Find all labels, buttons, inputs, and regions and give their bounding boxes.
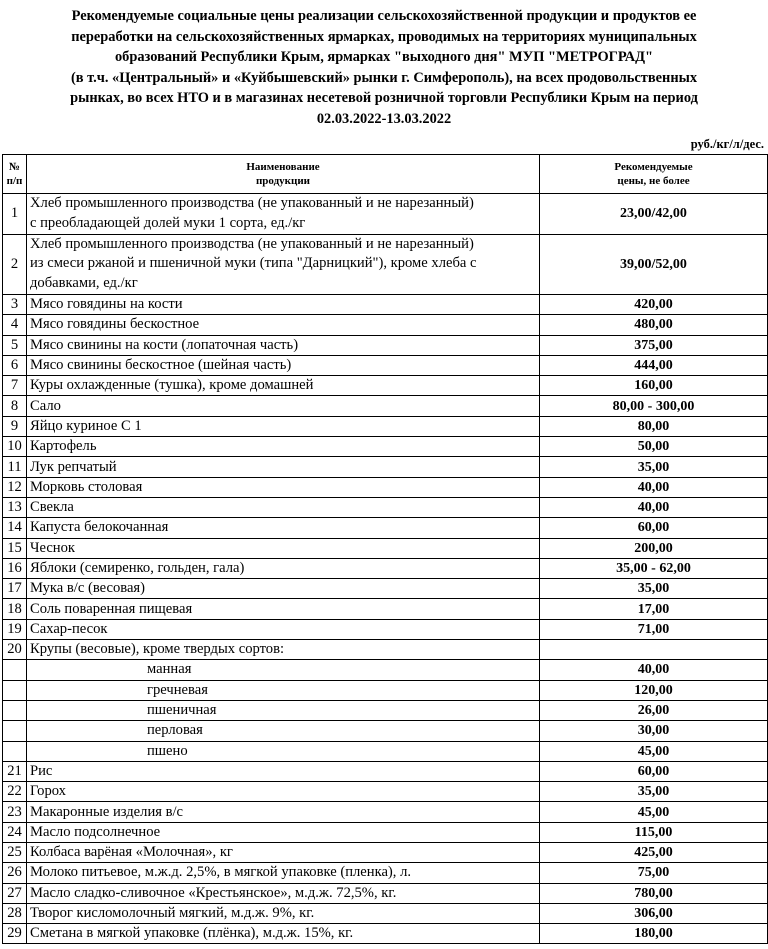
row-number	[3, 741, 27, 761]
product-name	[27, 660, 540, 680]
recommended-price: 35,00	[540, 782, 768, 802]
row-number	[3, 680, 27, 700]
product-name	[27, 416, 540, 436]
recommended-price: 71,00	[540, 619, 768, 639]
table-row	[3, 843, 768, 863]
product-name	[27, 355, 540, 375]
recommended-price: 160,00	[540, 376, 768, 396]
title-line: Рекомендуемые социальные цены реализации сельскохозяйственной продукции и продуктов ее	[71, 8, 697, 24]
table-row	[3, 194, 768, 235]
row-number: 22	[3, 782, 27, 802]
title-line: образований Республики Крым, ярмарках "выходного дня" МУП "МЕТРОГРАД"	[114, 49, 654, 65]
product-name	[27, 640, 540, 660]
product-name	[27, 335, 540, 355]
row-number: 26	[3, 863, 27, 883]
price-table	[2, 154, 768, 944]
product-name-line: Лук репчатый	[30, 458, 117, 475]
row-number: 7	[3, 376, 27, 396]
table-row	[3, 518, 768, 538]
product-name	[27, 599, 540, 619]
product-name-line: Соль поваренная пищевая	[30, 600, 193, 617]
row-number: 21	[3, 761, 27, 781]
table-row	[3, 741, 768, 761]
table-row	[3, 883, 768, 903]
product-name-line: Сало	[30, 397, 61, 414]
table-row	[3, 234, 768, 294]
product-name-line: Хлеб промышленного производства (не упакованный и не нарезанный)	[30, 195, 474, 211]
product-name	[27, 863, 540, 883]
recommended-price: 23,00/42,00	[540, 194, 768, 235]
row-number: 12	[3, 477, 27, 497]
units-note: руб./кг/л/дес.	[690, 137, 764, 151]
table-row	[3, 782, 768, 802]
recommended-price: 35,00	[540, 579, 768, 599]
product-name-line: манная	[147, 661, 192, 678]
product-name	[27, 782, 540, 802]
recommended-price: 115,00	[540, 822, 768, 842]
table-row	[3, 355, 768, 375]
product-name-line: Чеснок	[30, 539, 75, 556]
table-row	[3, 640, 768, 660]
recommended-price: 200,00	[540, 538, 768, 558]
row-number: 13	[3, 497, 27, 517]
title-line: переработки на сельскохозяйственных ярмарках, проводимых на территориях муниципальных	[71, 28, 697, 45]
header-price: Рекомендуемые цены, не более	[540, 155, 768, 194]
product-name-line: Хлеб промышленного производства (не упакованный и не нарезанный)	[30, 235, 474, 252]
product-name-line: Масло подсолнечное	[30, 823, 161, 840]
product-name	[27, 843, 540, 863]
product-name-line: Молоко питьевое, м.ж.д. 2,5%, в мягкой упаковке (пленка), л.	[30, 864, 412, 881]
header-product-name: Наименование продукции	[27, 155, 540, 194]
product-name-line: Горох	[30, 783, 66, 800]
product-name-line: Творог кисломолочный мягкий, м.д.ж. 9%, кг.	[30, 905, 315, 922]
recommended-price: 40,00	[540, 660, 768, 680]
row-number: 15	[3, 538, 27, 558]
row-number	[3, 660, 27, 680]
product-name-line: перловая	[147, 722, 203, 739]
product-name	[27, 518, 540, 538]
product-name	[27, 700, 540, 720]
recommended-price: 17,00	[540, 599, 768, 619]
table-row	[3, 437, 768, 457]
product-name-line: Картофель	[30, 438, 97, 455]
table-row	[3, 376, 768, 396]
product-name	[27, 883, 540, 903]
recommended-price: 60,00	[540, 761, 768, 781]
recommended-price: 30,00	[540, 721, 768, 741]
row-number: 19	[3, 619, 27, 639]
recommended-price: 120,00	[540, 680, 768, 700]
product-name	[27, 579, 540, 599]
table-body	[3, 194, 768, 944]
product-name-line: Мясо свинины на кости (лопаточная часть)	[30, 336, 299, 353]
recommended-price: 45,00	[540, 802, 768, 822]
product-name-line: Яблоки (семиренко, гольден, гала)	[30, 559, 245, 576]
product-name-line: пшено	[147, 742, 188, 759]
title-line: 02.03.2022-13.03.2022	[316, 110, 452, 127]
table-row	[3, 416, 768, 436]
table-row	[3, 315, 768, 335]
product-name	[27, 802, 540, 822]
row-number: 24	[3, 822, 27, 842]
product-name	[27, 497, 540, 517]
row-number: 11	[3, 457, 27, 477]
product-name-line: Куры охлажденные (тушка), кроме домашней	[30, 377, 314, 394]
recommended-price: 50,00	[540, 437, 768, 457]
title-line: (в т.ч. «Центральный» и «Куйбышевский» рынки г. Симферополь), на всех продовольственных	[70, 69, 698, 86]
recommended-price: 420,00	[540, 294, 768, 314]
table-row	[3, 477, 768, 497]
table-row	[3, 579, 768, 599]
product-name-line: Сахар-песок	[30, 620, 108, 637]
recommended-price: 35,00 - 62,00	[540, 558, 768, 578]
product-name-line: пшеничная	[147, 702, 217, 719]
product-name	[27, 376, 540, 396]
row-number: 25	[3, 843, 27, 863]
recommended-price: 40,00	[540, 497, 768, 517]
product-name	[27, 194, 540, 235]
product-name-line: Мясо говядины бескостное	[30, 316, 200, 333]
table-row	[3, 457, 768, 477]
product-name-line: Капуста белокочанная	[30, 519, 169, 536]
product-name	[27, 477, 540, 497]
product-name	[27, 538, 540, 558]
table-row	[3, 558, 768, 578]
recommended-price: 425,00	[540, 843, 768, 863]
table-row	[3, 822, 768, 842]
recommended-price: 80,00 - 300,00	[540, 396, 768, 416]
row-number: 2	[3, 234, 27, 294]
product-name	[27, 680, 540, 700]
product-name	[27, 396, 540, 416]
recommended-price: 26,00	[540, 700, 768, 720]
row-number: 1	[3, 194, 27, 235]
product-name	[27, 294, 540, 314]
product-name-line: Мука в/с (весовая)	[30, 580, 146, 597]
row-number: 4	[3, 315, 27, 335]
recommended-price: 75,00	[540, 863, 768, 883]
product-name-line: Мясо свинины бескостное (шейная часть)	[30, 357, 292, 374]
table-row	[3, 680, 768, 700]
row-number: 28	[3, 903, 27, 923]
table-row	[3, 660, 768, 680]
table-row	[3, 700, 768, 720]
product-name	[27, 457, 540, 477]
document-title	[0, 6, 768, 129]
product-name	[27, 619, 540, 639]
recommended-price: 306,00	[540, 903, 768, 923]
product-name	[27, 761, 540, 781]
product-name-line: с преобладающей долей муки 1 сорта, ед./кг	[30, 214, 306, 231]
row-number: 8	[3, 396, 27, 416]
recommended-price: 444,00	[540, 355, 768, 375]
recommended-price: 375,00	[540, 335, 768, 355]
row-number: 6	[3, 355, 27, 375]
product-name	[27, 903, 540, 923]
row-number	[3, 700, 27, 720]
row-number: 3	[3, 294, 27, 314]
product-name	[27, 721, 540, 741]
product-name-line: Морковь столовая	[30, 478, 143, 495]
recommended-price: 39,00/52,00	[540, 234, 768, 294]
product-name-line: Масло сладко-сливочное «Крестьянское», м.д.ж. 72,5%, кг.	[30, 884, 397, 901]
row-number: 27	[3, 883, 27, 903]
product-name-line: Мясо говядины на кости	[30, 296, 183, 313]
recommended-price: 60,00	[540, 518, 768, 538]
product-name-line: гречневая	[147, 681, 208, 698]
table-row	[3, 863, 768, 883]
product-name-line: Крупы (весовые), кроме твердых сортов:	[30, 641, 285, 658]
row-number: 23	[3, 802, 27, 822]
product-name	[27, 822, 540, 842]
table-header	[3, 155, 768, 194]
row-number: 16	[3, 558, 27, 578]
recommended-price: 45,00	[540, 741, 768, 761]
row-number: 18	[3, 599, 27, 619]
product-name-line: Свекла	[30, 499, 74, 516]
recommended-price: 40,00	[540, 477, 768, 497]
product-name-line: Макаронные изделия в/с	[30, 803, 184, 820]
row-number: 5	[3, 335, 27, 355]
row-number: 17	[3, 579, 27, 599]
product-name-line: Сметана в мягкой упаковке (плёнка), м.д.ж. 15%, кг.	[30, 925, 354, 942]
table-row	[3, 497, 768, 517]
recommended-price: 480,00	[540, 315, 768, 335]
table-row	[3, 903, 768, 923]
table-row	[3, 538, 768, 558]
table-row	[3, 619, 768, 639]
title-line: рынках, во всех НТО и в магазинах несетевой розничной торговли Республики Крым на период	[70, 90, 698, 106]
table-row	[3, 761, 768, 781]
table-row	[3, 599, 768, 619]
product-name-line: добавками, ед./кг	[30, 275, 138, 292]
table-row	[3, 294, 768, 314]
recommended-price: 780,00	[540, 883, 768, 903]
product-name	[27, 437, 540, 457]
recommended-price: 35,00	[540, 457, 768, 477]
recommended-price	[540, 640, 768, 660]
row-number	[3, 721, 27, 741]
product-name-line: из смеси ржаной и пшеничной муки (типа "Дарницкий"), кроме хлеба с	[30, 255, 477, 272]
product-name	[27, 924, 540, 944]
product-name-line: Колбаса варёная «Молочная», кг	[30, 844, 233, 861]
table-row	[3, 721, 768, 741]
row-number: 10	[3, 437, 27, 457]
product-name-line: Рис	[30, 762, 53, 779]
product-name	[27, 558, 540, 578]
product-name	[27, 234, 540, 294]
table-row	[3, 924, 768, 944]
row-number: 9	[3, 416, 27, 436]
row-number: 14	[3, 518, 27, 538]
recommended-price: 180,00	[540, 924, 768, 944]
table-row	[3, 802, 768, 822]
header-number: № п/п	[3, 155, 27, 194]
table-row	[3, 396, 768, 416]
row-number: 29	[3, 924, 27, 944]
product-name-line: Яйцо куриное С 1	[30, 417, 142, 434]
table-row	[3, 335, 768, 355]
product-name	[27, 315, 540, 335]
recommended-price: 80,00	[540, 416, 768, 436]
product-name	[27, 741, 540, 761]
row-number: 20	[3, 640, 27, 660]
